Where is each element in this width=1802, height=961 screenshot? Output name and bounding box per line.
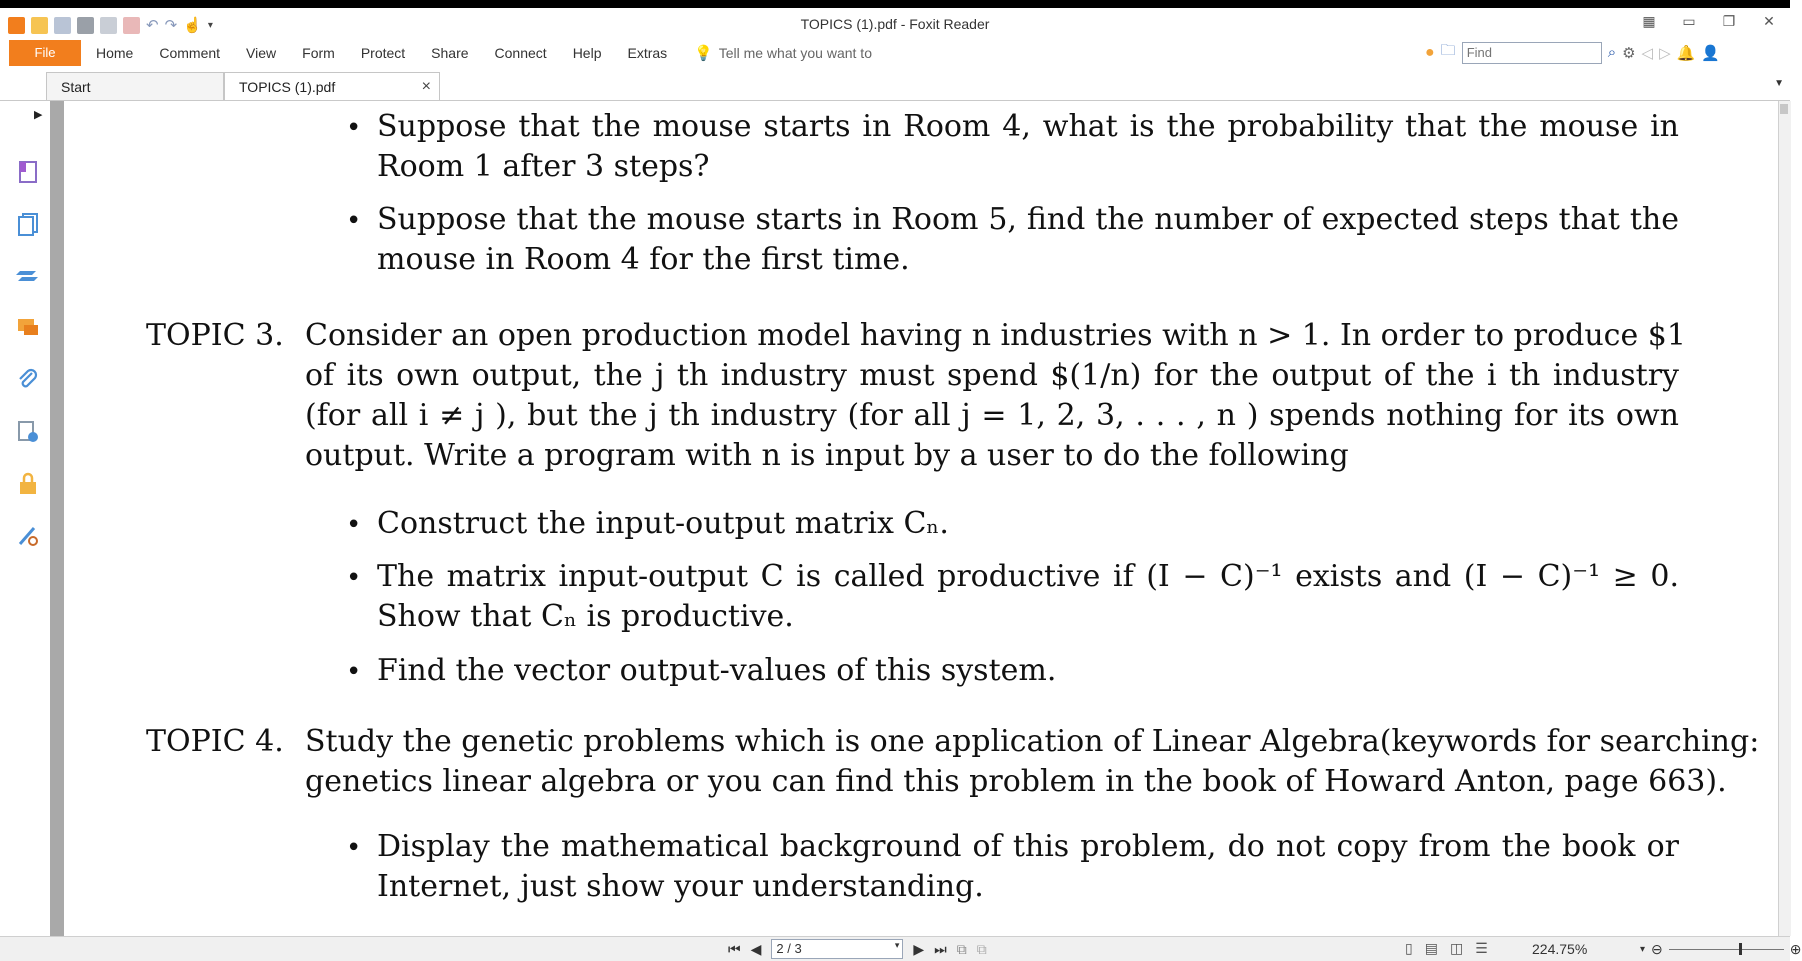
- continuous-facing-icon[interactable]: ☰: [1475, 940, 1488, 956]
- tab-document[interactable]: [224, 72, 440, 100]
- pdf-page: [64, 101, 1778, 936]
- signatures-icon[interactable]: [16, 420, 40, 444]
- bullet: •: [346, 113, 362, 143]
- zoom-dropdown-icon[interactable]: ▾: [1640, 944, 1646, 955]
- zoom-out-icon[interactable]: ⊖: [1651, 941, 1663, 957]
- layers-icon[interactable]: [16, 264, 40, 288]
- layout-icon[interactable]: ▦: [1642, 13, 1656, 29]
- text-line: (for all i ≠ j ), but the j th industry (for all j = 1, 2, 3, . . . , n ) spends nothing for its own: [305, 398, 1679, 433]
- scrollbar-thumb[interactable]: [1780, 104, 1788, 114]
- bookmarks-icon[interactable]: [16, 160, 40, 184]
- tab-start[interactable]: Start: [46, 72, 224, 100]
- close-icon[interactable]: ✕: [1763, 13, 1775, 29]
- zoom-level[interactable]: 224.75%: [1532, 941, 1588, 957]
- text-line: mouse in Room 4 for the first time.: [377, 242, 910, 277]
- user-account-icon[interactable]: 👤: [1701, 44, 1721, 62]
- menu-extras[interactable]: Extras: [627, 45, 668, 61]
- window-top-border: [0, 0, 1790, 8]
- menu-form[interactable]: Form: [302, 45, 335, 61]
- tools-icon[interactable]: [16, 524, 40, 548]
- zoom-track[interactable]: [1669, 949, 1784, 950]
- bullet: •: [346, 206, 362, 236]
- text-line: Suppose that the mouse starts in Room 5, find the number of expected steps that the: [377, 202, 1679, 237]
- page-number-input[interactable]: 2 / 3: [771, 939, 903, 959]
- prev-result-icon[interactable]: ◁: [1641, 44, 1654, 62]
- bullet: •: [346, 510, 362, 540]
- minimize-icon[interactable]: ▭: [1682, 13, 1696, 29]
- tab-list-arrow-icon[interactable]: ▼: [1774, 78, 1784, 89]
- menu-comment[interactable]: Comment: [159, 45, 221, 61]
- text-line: Find the vector output-values of this system.: [377, 653, 1057, 688]
- tell-me-box[interactable]: [694, 44, 872, 62]
- menu-help[interactable]: Help: [572, 45, 602, 61]
- text-line: Display the mathematical background of this problem, do not copy from the book or: [377, 829, 1679, 864]
- topic-3-label: TOPIC 3.: [146, 318, 284, 353]
- window-controls: [1640, 12, 1778, 30]
- customize-toolbar-icon[interactable]: ▾: [207, 19, 213, 31]
- text-line: of its own output, the j th industry must spend $(1/n) for the output of the i th industry: [305, 358, 1679, 393]
- zoom-thumb[interactable]: [1739, 943, 1742, 955]
- tab-document-label: TOPICS (1).pdf: [239, 79, 336, 95]
- undo-icon[interactable]: ↶: [146, 17, 159, 34]
- rating-icon[interactable]: ●: [1425, 43, 1435, 61]
- first-page-icon[interactable]: ⏮: [728, 940, 741, 957]
- page-navigation: [728, 939, 987, 959]
- notification-bell-icon[interactable]: 🔔: [1676, 44, 1696, 62]
- vertical-scrollbar[interactable]: [1778, 101, 1791, 936]
- text-line: Construct the input-output matrix Cₙ.: [377, 506, 949, 541]
- text-line: Consider an open production model having n industries with n > 1. In order to produce $1: [305, 318, 1686, 353]
- next-result-icon[interactable]: ▷: [1659, 44, 1671, 62]
- previous-view-icon[interactable]: ⧉: [956, 940, 967, 957]
- gear-icon[interactable]: ⚙: [1622, 44, 1636, 62]
- bullet: •: [346, 657, 362, 687]
- redo-icon[interactable]: ↷: [164, 17, 178, 34]
- menu-protect[interactable]: Protect: [360, 45, 406, 61]
- continuous-page-icon[interactable]: ▤: [1424, 940, 1438, 956]
- previous-page-icon[interactable]: ◀: [750, 940, 762, 957]
- page-dropdown-icon[interactable]: ▾: [894, 940, 900, 950]
- topic-4-label: TOPIC 4.: [146, 724, 284, 759]
- expand-panel-icon[interactable]: ▶: [34, 109, 43, 121]
- menu-share[interactable]: Share: [431, 45, 469, 61]
- text-line: The matrix input-output C is called productive if (I − C)⁻¹ exists and (I − C)⁻¹ ≥ 0.: [377, 559, 1679, 594]
- find-toolbar: [1425, 40, 1720, 65]
- next-view-icon[interactable]: ⧉: [976, 940, 987, 957]
- facing-pages-icon[interactable]: ◫: [1449, 940, 1464, 956]
- hand-tool-icon[interactable]: ☝: [183, 17, 202, 34]
- find-folder-icon[interactable]: 🗀: [1440, 42, 1456, 59]
- find-input[interactable]: [1462, 42, 1602, 64]
- text-line: Study the genetic problems which is one application of Linear Algebra(keywords for searching:: [305, 724, 1760, 759]
- zoom-slider[interactable]: [1640, 941, 1802, 958]
- ribbon-tabs: [96, 45, 693, 61]
- text-line: Show that Cₙ is productive.: [377, 599, 794, 634]
- text-line: Suppose that the mouse starts in Room 4, what is the probability that the mouse in: [377, 109, 1679, 144]
- next-page-icon[interactable]: ▶: [913, 940, 925, 957]
- pages-icon[interactable]: [16, 212, 40, 236]
- zoom-in-icon[interactable]: ⊕: [1789, 941, 1802, 957]
- restore-icon[interactable]: ❐: [1722, 13, 1736, 29]
- bullet: •: [346, 563, 362, 593]
- single-page-icon[interactable]: ▯: [1405, 940, 1413, 956]
- text-line: output. Write a program with n is input by a user to do the following: [305, 438, 1349, 473]
- page-margin-gutter: [50, 101, 64, 936]
- attachments-icon[interactable]: [16, 368, 40, 392]
- lightbulb-icon: 💡: [694, 45, 713, 62]
- page-number-box[interactable]: [771, 939, 903, 959]
- menu-home[interactable]: Home: [96, 45, 134, 61]
- last-page-icon[interactable]: ⏭: [934, 940, 947, 957]
- file-menu[interactable]: File: [9, 40, 81, 66]
- close-tab-icon[interactable]: ×: [421, 78, 431, 95]
- search-icon[interactable]: ⌕: [1607, 44, 1617, 61]
- comments-icon[interactable]: [16, 316, 40, 340]
- menu-view[interactable]: View: [246, 45, 277, 61]
- tell-me-placeholder[interactable]: Tell me what you want to: [718, 45, 872, 61]
- lock-icon[interactable]: [16, 472, 40, 496]
- page-layout-buttons: [1405, 940, 1488, 957]
- window-title: TOPICS (1).pdf - Foxit Reader: [800, 16, 990, 32]
- text-line: Internet, just show your understanding.: [377, 869, 984, 904]
- bullet: •: [346, 833, 362, 863]
- text-line: genetics linear algebra or you can find this problem in the book of Howard Anton, page 663).: [305, 764, 1727, 799]
- menu-connect[interactable]: Connect: [494, 45, 547, 61]
- text-line: Room 1 after 3 steps?: [377, 149, 710, 184]
